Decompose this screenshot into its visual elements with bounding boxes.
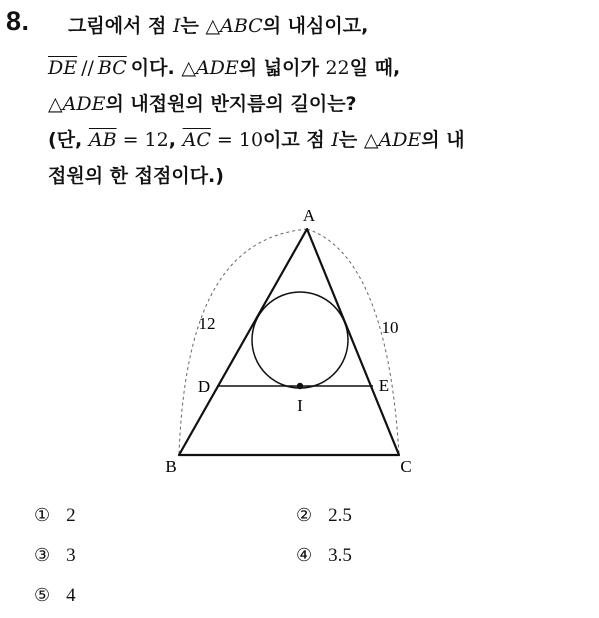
choice-value: 2	[66, 505, 76, 526]
text: ,	[168, 129, 183, 151]
question-number: 8.	[6, 6, 30, 36]
choice-value: 3.5	[328, 545, 352, 566]
text: 일 때,	[349, 57, 401, 79]
triangle-ade: ADE	[378, 129, 422, 151]
choice-value: 2.5	[328, 505, 352, 526]
triangle-ade: ADE	[62, 93, 106, 115]
area-value: 22	[325, 57, 350, 79]
point-i-dot	[297, 383, 303, 389]
length-label-ac: 10	[381, 318, 399, 337]
choice-value: 4	[66, 585, 76, 606]
text: 의 넓이가	[238, 57, 326, 79]
choice-5[interactable]	[34, 585, 76, 607]
triangle-abc	[179, 229, 399, 455]
choice-4[interactable]	[296, 545, 352, 567]
triangle-symbol: △	[181, 57, 196, 79]
label-i: I	[297, 396, 303, 415]
choice-3[interactable]	[34, 545, 76, 567]
choice-marker: ②	[296, 505, 313, 526]
triangle-symbol: △	[48, 93, 63, 115]
length-ac: = 10	[210, 129, 264, 151]
label-c: C	[400, 457, 412, 476]
text: 접원의 한 접점이다.)	[48, 165, 224, 187]
label-b: B	[165, 457, 177, 476]
point-i: I	[331, 129, 339, 151]
triangle-ade: ADE	[195, 57, 239, 79]
text: 의 내심이고,	[262, 15, 369, 37]
text: (단,	[48, 129, 89, 151]
text: 그림에서 점	[68, 15, 173, 37]
text: 의 내접원의 반지름의 길이는?	[105, 93, 357, 115]
choice-marker: ④	[296, 545, 313, 566]
choice-marker: ⑤	[34, 585, 51, 606]
text: 는	[180, 15, 206, 37]
triangle-symbol: △	[205, 15, 221, 37]
triangle-symbol: △	[363, 129, 379, 151]
text: 이다.	[130, 57, 182, 79]
choice-marker: ①	[34, 505, 51, 526]
parallel-symbol: //	[81, 57, 94, 79]
label-d: D	[197, 377, 211, 396]
choice-1[interactable]	[34, 505, 76, 527]
segment-bc: $\overline{BC}$	[97, 57, 127, 79]
length-ab: = 12	[116, 129, 169, 151]
choice-marker: ③	[34, 545, 51, 566]
text: 이고 점	[263, 129, 332, 151]
segment-ac: $\overline{AC}$	[182, 129, 211, 151]
segment-ab: $\overline{AB}$	[88, 129, 117, 151]
choice-2[interactable]	[296, 505, 352, 527]
triangle-abc: ABC	[220, 15, 263, 37]
label-a: A	[302, 206, 316, 225]
segment-de: $\overline{DE}$	[48, 57, 78, 79]
point-i: I	[173, 15, 181, 37]
label-e: E	[378, 376, 390, 395]
length-label-ab: 12	[198, 314, 216, 333]
incircle-ade	[252, 292, 348, 388]
choice-value: 3	[66, 545, 76, 566]
text: 의 내	[421, 129, 465, 151]
text: 는	[338, 129, 364, 151]
